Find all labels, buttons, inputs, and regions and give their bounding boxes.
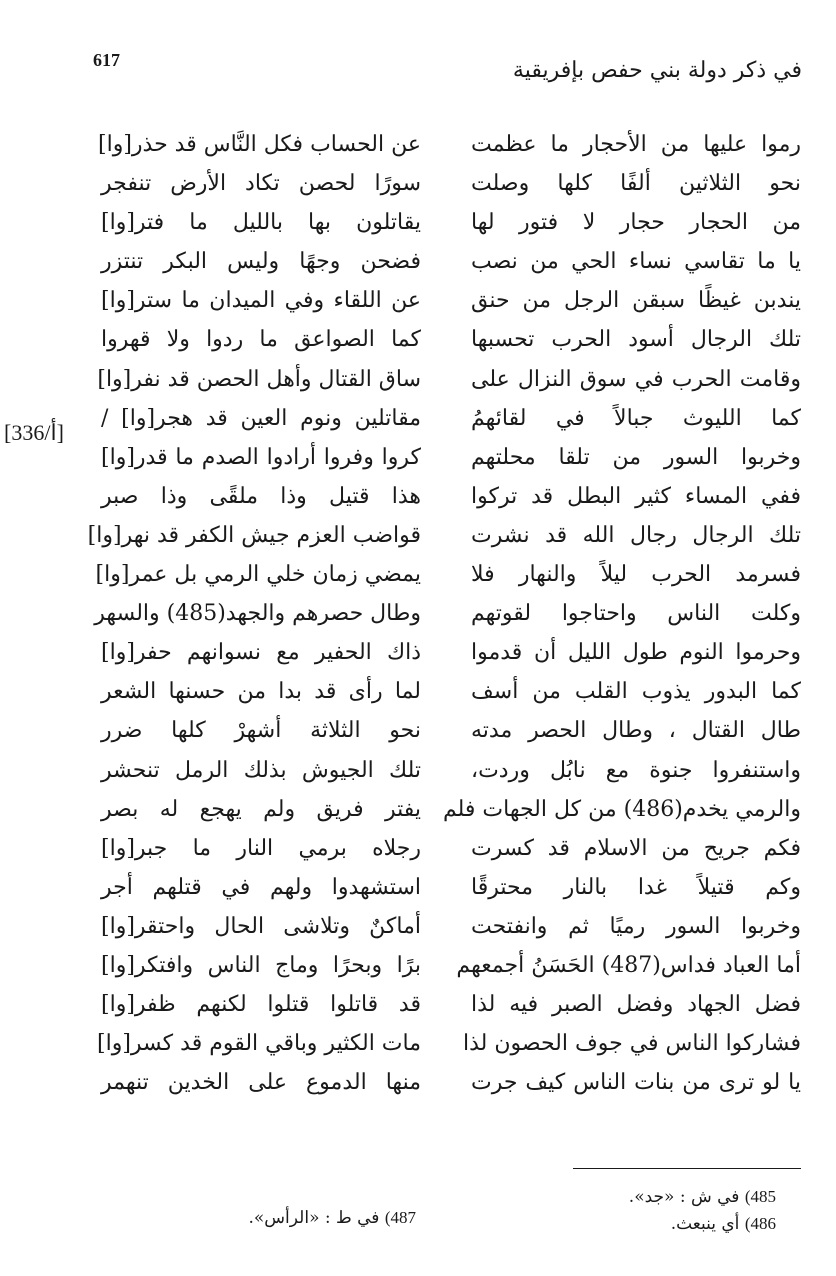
footnote-text: في ش : «جد». <box>628 1187 740 1207</box>
manuscript-folio-reference: [336/أ] <box>4 420 64 445</box>
poem-line: طال القتال ، وطال الحصر مدته <box>471 718 801 744</box>
poem-line: هذا قتيل وذا ملقًى وذا صبر <box>101 483 421 509</box>
footnote-text: أي ينبعث. <box>670 1214 740 1234</box>
poem-line: وقامت الحرب في سوق النزال على <box>471 366 801 392</box>
poem-line: وحرموا النوم طول الليل أن قدموا <box>471 640 801 666</box>
poem-line: قواضب العزم جيش الكفر قد نهر[وا] <box>87 522 421 548</box>
poem-line: كما الليوث جبالاً في لقائهمُ <box>471 405 801 431</box>
footnote-text: في ط : «الرأس». <box>248 1208 380 1228</box>
poem-line: والرمي يخدم(486) من كل الجهات فلم <box>442 796 801 822</box>
poem-line: لما رأى قد بدا من حسنها الشعر <box>101 679 421 705</box>
poem-line: واستنفروا جنوة مع نابُل وردت، <box>471 757 801 783</box>
footnote-number: 485) <box>744 1187 776 1206</box>
poem-line: نحو الثلاثين ألفًا كلها وصلت <box>471 171 801 197</box>
poem-line: يفتر فريق ولم يهجع له بصر <box>101 796 421 822</box>
poem-line: سورًا لحصن تكاد الأرض تنفجر <box>101 171 421 197</box>
poem-line: وطال حصرهم والجهد(485) والسهر <box>94 601 421 627</box>
poem-line: تلك الجيوش بذلك الرمل تنحشر <box>101 757 421 783</box>
poem-line: مقاتلين ونوم العين قد هجر[وا] / <box>101 405 421 431</box>
page-number: 617 <box>93 50 120 70</box>
poem-line: وخربوا السور رميًا ثم وانفتحت <box>471 913 801 939</box>
poem-line: ساق القتال وأهل الحصن قد نفر[وا] <box>97 366 421 392</box>
poem-line: فضحن وجهًا وليس البكر تنتزر <box>101 249 421 275</box>
poem-line: وكم قتيلاً غدا بالنار محترقًا <box>471 874 801 900</box>
poem-line: كروا وفروا أرادوا الصدم ما قدر[وا] <box>101 444 421 470</box>
poem-line: يقاتلون بها بالليل ما فتر[وا] <box>101 210 421 236</box>
poem-line: يندبن غيظًا سبقن الرجل من حنق <box>471 288 801 314</box>
poem-line: ذاك الحفير مع نسوانهم حفر[وا] <box>101 640 421 666</box>
poem-column-left <box>87 125 421 1102</box>
poem-line: فضل الجهاد وفضل الصبر فيه لذا <box>471 992 801 1018</box>
footnote-486 <box>671 1214 776 1234</box>
poem-line: يمضي زمان خلي الرمي بل عمر[وا] <box>95 562 421 588</box>
poem-line: فشاركوا الناس في جوف الحصون لذا <box>462 1031 801 1057</box>
poem-line: ففي المساء كثير البطل قد تركوا <box>471 483 801 509</box>
footnote-number: 486) <box>744 1214 776 1233</box>
poem-line: وخربوا السور من تلقا محلتهم <box>471 444 801 470</box>
poem-line: رموا عليها من الأحجار ما عظمت <box>471 132 801 157</box>
poem-line: يا لو ترى من بنات الناس كيف جرت <box>471 1070 801 1096</box>
poem-line: رجلاه برمي النار ما جبر[وا] <box>101 835 421 861</box>
poem-line: كما البدور يذوب القلب من أسف <box>471 679 801 705</box>
poem-line: يا ما تقاسي نساء الحي من نصب <box>471 249 801 275</box>
poem-line: نحو الثلاثة أشهرْ كلها ضرر <box>101 718 421 744</box>
poem-line: قد قاتلوا قتلوا لكنهم ظفر[وا] <box>101 992 421 1018</box>
poem-line: فسرمد الحرب ليلاً والنهار فلا <box>471 562 801 588</box>
poem-line: أما العباد فداس(487) الحَسَنُ أجمعهم <box>456 952 801 978</box>
footnote-485 <box>629 1187 776 1207</box>
poem-line: مات الكثير وباقي القوم قد كسر[وا] <box>97 1031 421 1057</box>
footnote-divider <box>573 1168 801 1169</box>
poem-column-right <box>442 125 801 1102</box>
running-head: في ذكر دولة بني حفص بإفريقية <box>512 58 802 83</box>
poem-line: كما الصواعق ما ردوا ولا قهروا <box>101 327 421 353</box>
poem-line: من الحجار حجار لا فتور لها <box>471 210 801 236</box>
footnote-number: 487) <box>384 1208 416 1227</box>
footnote-487 <box>249 1208 417 1228</box>
poem-line: منها الدموع على الخدين تنهمر <box>101 1070 421 1096</box>
poem-line: برًا وبحرًا وماج الناس وافتكر[وا] <box>101 952 421 978</box>
poem-line: عن اللقاء وفي الميدان ما ستر[وا] <box>101 288 421 314</box>
poem-line: تلك الرجال رجال الله قد نشرت <box>471 522 801 548</box>
poem-line: تلك الرجال أسود الحرب تحسبها <box>471 327 801 353</box>
poem-line: عن الحساب فكل النَّاس قد حذر[وا] <box>98 132 421 157</box>
poem-line: أماكنٌ وتلاشى الحال واحتقر[وا] <box>101 913 421 939</box>
poem-line: استشهدوا ولهم في قتلهم أجر <box>101 874 421 900</box>
poem-line: وكلت الناس واحتاجوا لقوتهم <box>471 601 801 627</box>
poem-line: فكم جريح من الاسلام قد كسرت <box>471 835 801 861</box>
